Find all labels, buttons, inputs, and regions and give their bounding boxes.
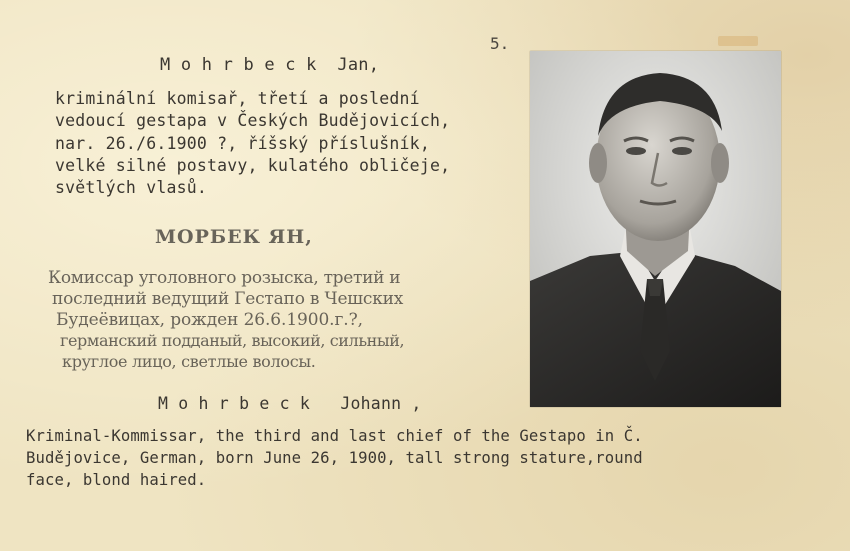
tape-mark — [718, 36, 758, 46]
czech-line-3: nar. 26./6.1900 ?, říšský příslušník, — [55, 134, 430, 153]
czech-name: M o h r b e c k Jan, — [160, 55, 380, 75]
czech-line-2: vedoucí gestapa v Českých Budějovicích, — [55, 111, 451, 130]
russian-line-5: круглое лицо, светлые волосы. — [62, 352, 316, 371]
english-line-1: Kriminal-Kommissar, the third and last chief of the Gestapo in Č. — [26, 427, 643, 445]
english-name: M o h r b e c k Johann , — [158, 394, 422, 413]
page-number: 5. — [490, 34, 510, 53]
czech-line-4: velké silné postavy, kulatého obličeje, — [55, 156, 451, 175]
russian-line-1: Комиссар уголовного розыска, третий и — [48, 268, 401, 288]
czech-line-1: kriminální komisař, třetí a poslední — [55, 89, 420, 108]
russian-line-4: германский подданый, высокий, сильный, — [60, 331, 405, 350]
portrait-photo — [530, 51, 781, 407]
russian-name: МОРБЕК ЯН, — [155, 226, 313, 248]
russian-line-3: Будеёвицах, рожден 26.6.1900.г.?, — [56, 310, 363, 330]
russian-line-2: последний ведущий Гестапо в Чешских — [52, 289, 404, 309]
czech-line-5: světlých vlasů. — [55, 178, 208, 197]
english-line-2: Budějovice, German, born June 26, 1900, tall strong stature,round — [26, 449, 643, 467]
english-line-3: face, blond haired. — [26, 471, 207, 489]
